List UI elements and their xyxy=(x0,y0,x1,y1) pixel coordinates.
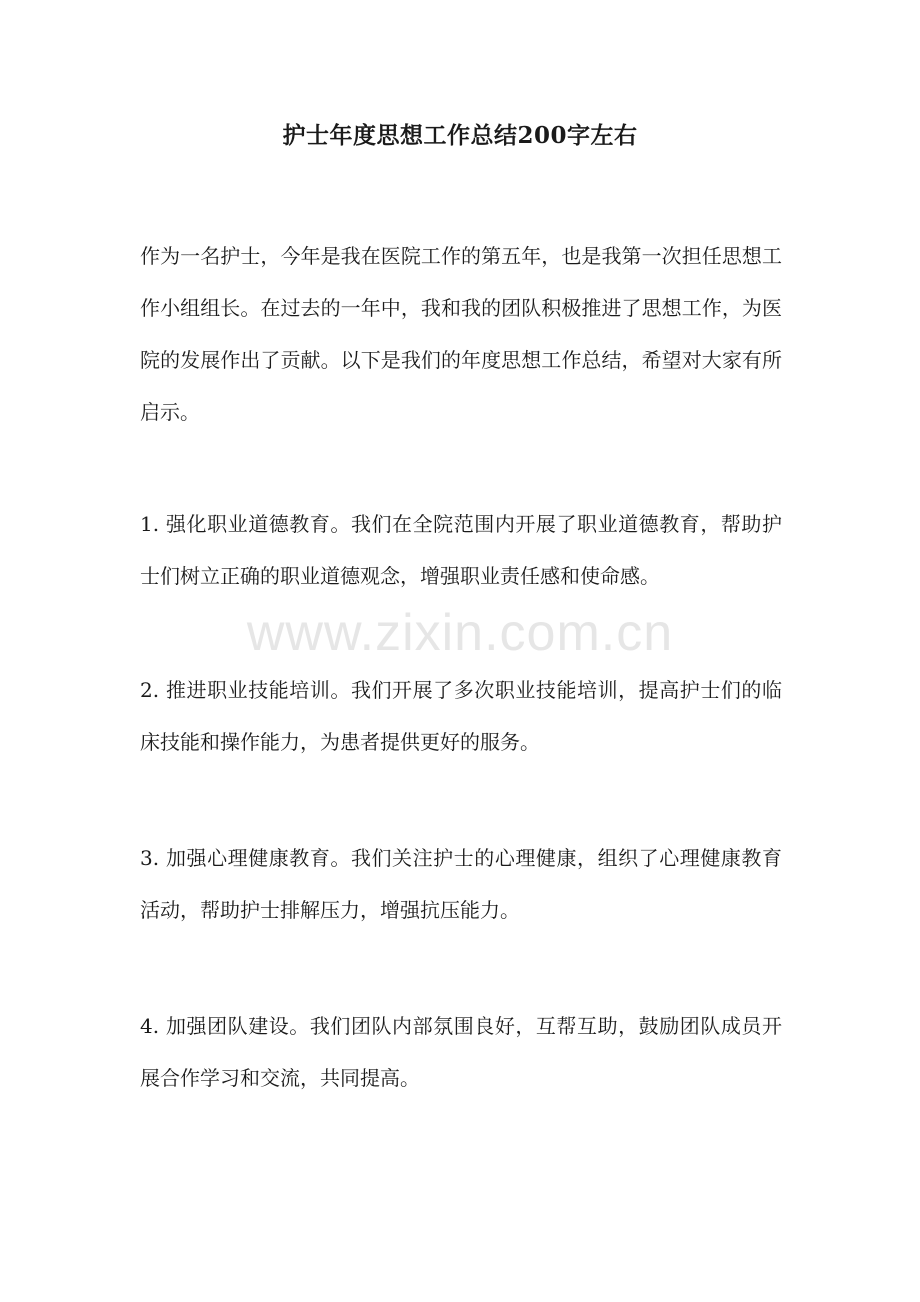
list-item: 1. 强化职业道德教育。我们在全院范围内开展了职业道德教育，帮助护士们树立正确的职业道德观念，增强职业责任感和使命感。 xyxy=(140,512,782,588)
list-item: 2. 推进职业技能培训。我们开展了多次职业技能培训，提高护士们的临床技能和操作能力，为患者提供更好的服务。 xyxy=(140,678,782,754)
list-item: 4. 加强团队建设。我们团队内部氛围良好，互帮互助，鼓励团队成员开展合作学习和交流，共同提高。 xyxy=(140,1014,782,1090)
document-title: 护士年度思想工作总结200字左右 xyxy=(282,122,638,149)
watermark-text: www.zixin.com.cn xyxy=(246,604,674,662)
list-item: 3. 加强心理健康教育。我们关注护士的心理健康，组织了心理健康教育活动，帮助护士排解压力，增强抗压能力。 xyxy=(140,846,782,922)
intro-paragraph: 作为一名护士，今年是我在医院工作的第五年，也是我第一次担任思想工作小组组长。在过去的一年中，我和我的团队积极推进了思想工作，为医院的发展作出了贡献。以下是我们的年度思想工作总结，希望对大家有所启示。 xyxy=(140,244,782,424)
